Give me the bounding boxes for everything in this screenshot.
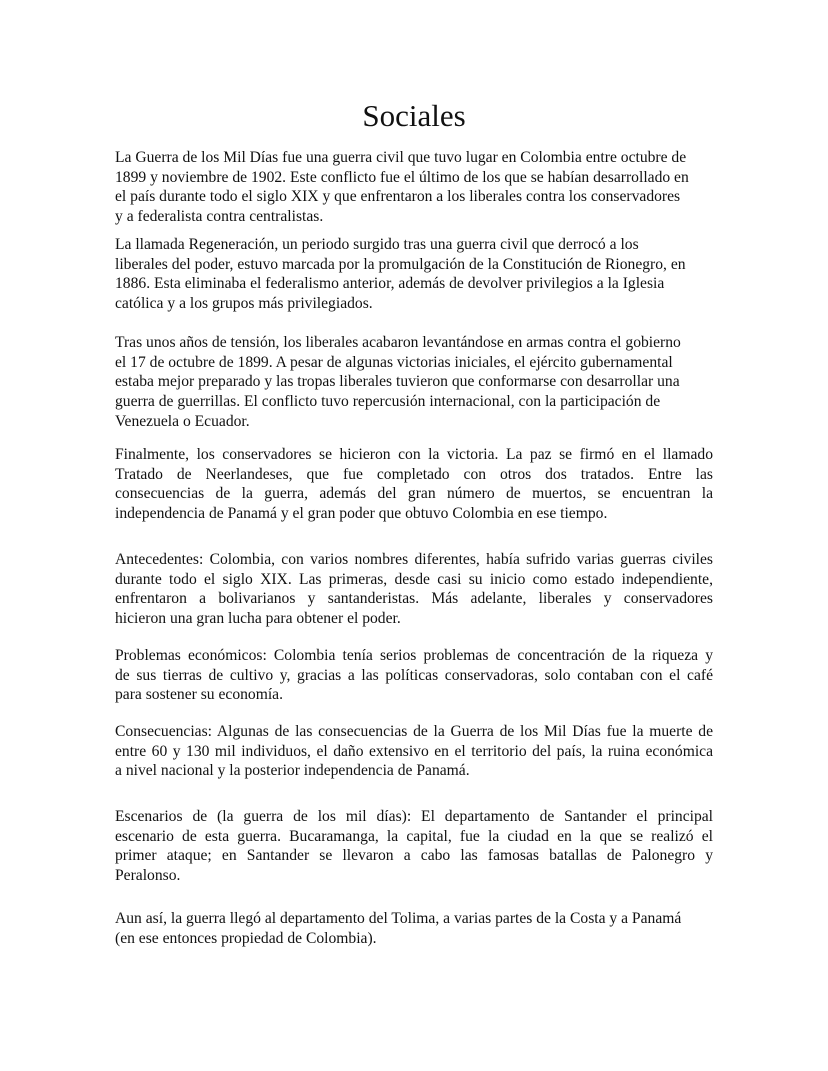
text-line: a nivel nacional y la posterior independencia de Panamá.	[115, 762, 470, 780]
paragraph	[115, 550, 713, 629]
paragraph	[115, 722, 713, 781]
text-line: liberales del poder, estuvo marcada por la promulgación de la Constitución de Rionegro, en	[115, 255, 686, 273]
text-line: primer ataque; en Santander se llevaron a cabo las famosas batallas de Palonegro y	[115, 847, 713, 865]
paragraph	[115, 807, 713, 886]
paragraph	[115, 646, 713, 705]
paragraph	[115, 235, 713, 314]
text-line: el país durante todo el siglo XIX y que enfrentaron a los liberales contra los conservadores	[115, 188, 681, 206]
text-line: de sus tierras de cultivo y, gracias a las políticas conservadoras, solo contaban con el café	[115, 666, 713, 684]
text-line: Escenarios de (la guerra de los mil días): El departamento de Santander el principal	[115, 808, 713, 825]
text-line: Aun así, la guerra llegó al departamento del Tolima, a varias partes de la Costa y a Panamá	[115, 910, 682, 927]
text-line: Consecuencias: Algunas de las consecuencias de la Guerra de los Mil Días fue la muerte de	[115, 723, 713, 740]
text-line: (en ese entonces propiedad de Colombia).	[115, 929, 377, 947]
text-line: La llamada Regeneración, un periodo surgido tras una guerra civil que derrocó a los	[115, 236, 639, 253]
paragraph	[115, 445, 713, 524]
text-line: Tratado de Neerlandeses, que fue completado con otros dos tratados. Entre las	[115, 465, 713, 483]
text-line: Peralonso.	[115, 867, 181, 885]
text-line: La Guerra de los Mil Días fue una guerra civil que tuvo lugar en Colombia entre octubre de	[115, 149, 687, 166]
text-line: entre 60 y 130 mil individuos, el daño extensivo en el territorio del país, la ruina económica	[115, 742, 713, 760]
text-line: Antecedentes: Colombia, con varios nombres diferentes, había sufrido varias guerras civiles	[115, 551, 713, 568]
text-line: escenario de esta guerra. Bucaramanga, la capital, fue la ciudad en la que se realizó el	[115, 827, 713, 845]
text-line: Finalmente, los conservadores se hicieron con la victoria. La paz se firmó en el llamado	[115, 446, 713, 463]
paragraph	[115, 333, 713, 431]
text-line: Problemas económicos: Colombia tenía serios problemas de concentración de la riqueza y	[115, 647, 713, 664]
paragraph	[115, 909, 713, 948]
text-line: enfrentaron a bolivarianos y santanderistas. Más adelante, liberales y conservadores	[115, 590, 713, 608]
text-line: Tras unos años de tensión, los liberales acabaron levantándose en armas contra el gobierno	[115, 334, 681, 351]
text-line: hicieron una gran lucha para obtener el poder.	[115, 610, 401, 628]
text-line: para sostener su economía.	[115, 686, 284, 704]
text-line: 1886. Esta eliminaba el federalismo anterior, además de devolver privilegios a la Iglesia	[115, 275, 665, 293]
text-line: guerra de guerrillas. El conflicto tuvo repercusión internacional, con la participación de	[115, 393, 661, 411]
text-line: Venezuela o Ecuador.	[115, 412, 250, 430]
text-line: independencia de Panamá y el gran poder que obtuvo Colombia en ese tiempo.	[115, 505, 608, 523]
text-line: estaba mejor preparado y las tropas liberales tuvieron que conformarse con desarrollar una	[115, 373, 680, 391]
text-line: 1899 y noviembre de 1902. Este conflicto fue el último de los que se habían desarrollado en	[115, 168, 689, 186]
text-line: católica y a los grupos más privilegiados.	[115, 295, 373, 313]
text-line: consecuencias de la guerra, además del gran número de muertos, se encuentran la	[115, 485, 713, 503]
text-line: durante todo el siglo XIX. Las primeras, desde casi su inicio como estado independiente,	[115, 570, 713, 588]
text-line: el 17 de octubre de 1899. A pesar de algunas victorias iniciales, el ejército gubernamental	[115, 353, 673, 371]
paragraph	[115, 148, 713, 227]
text-line: y a federalista contra centralistas.	[115, 208, 324, 226]
document-title: Sociales	[362, 98, 466, 133]
